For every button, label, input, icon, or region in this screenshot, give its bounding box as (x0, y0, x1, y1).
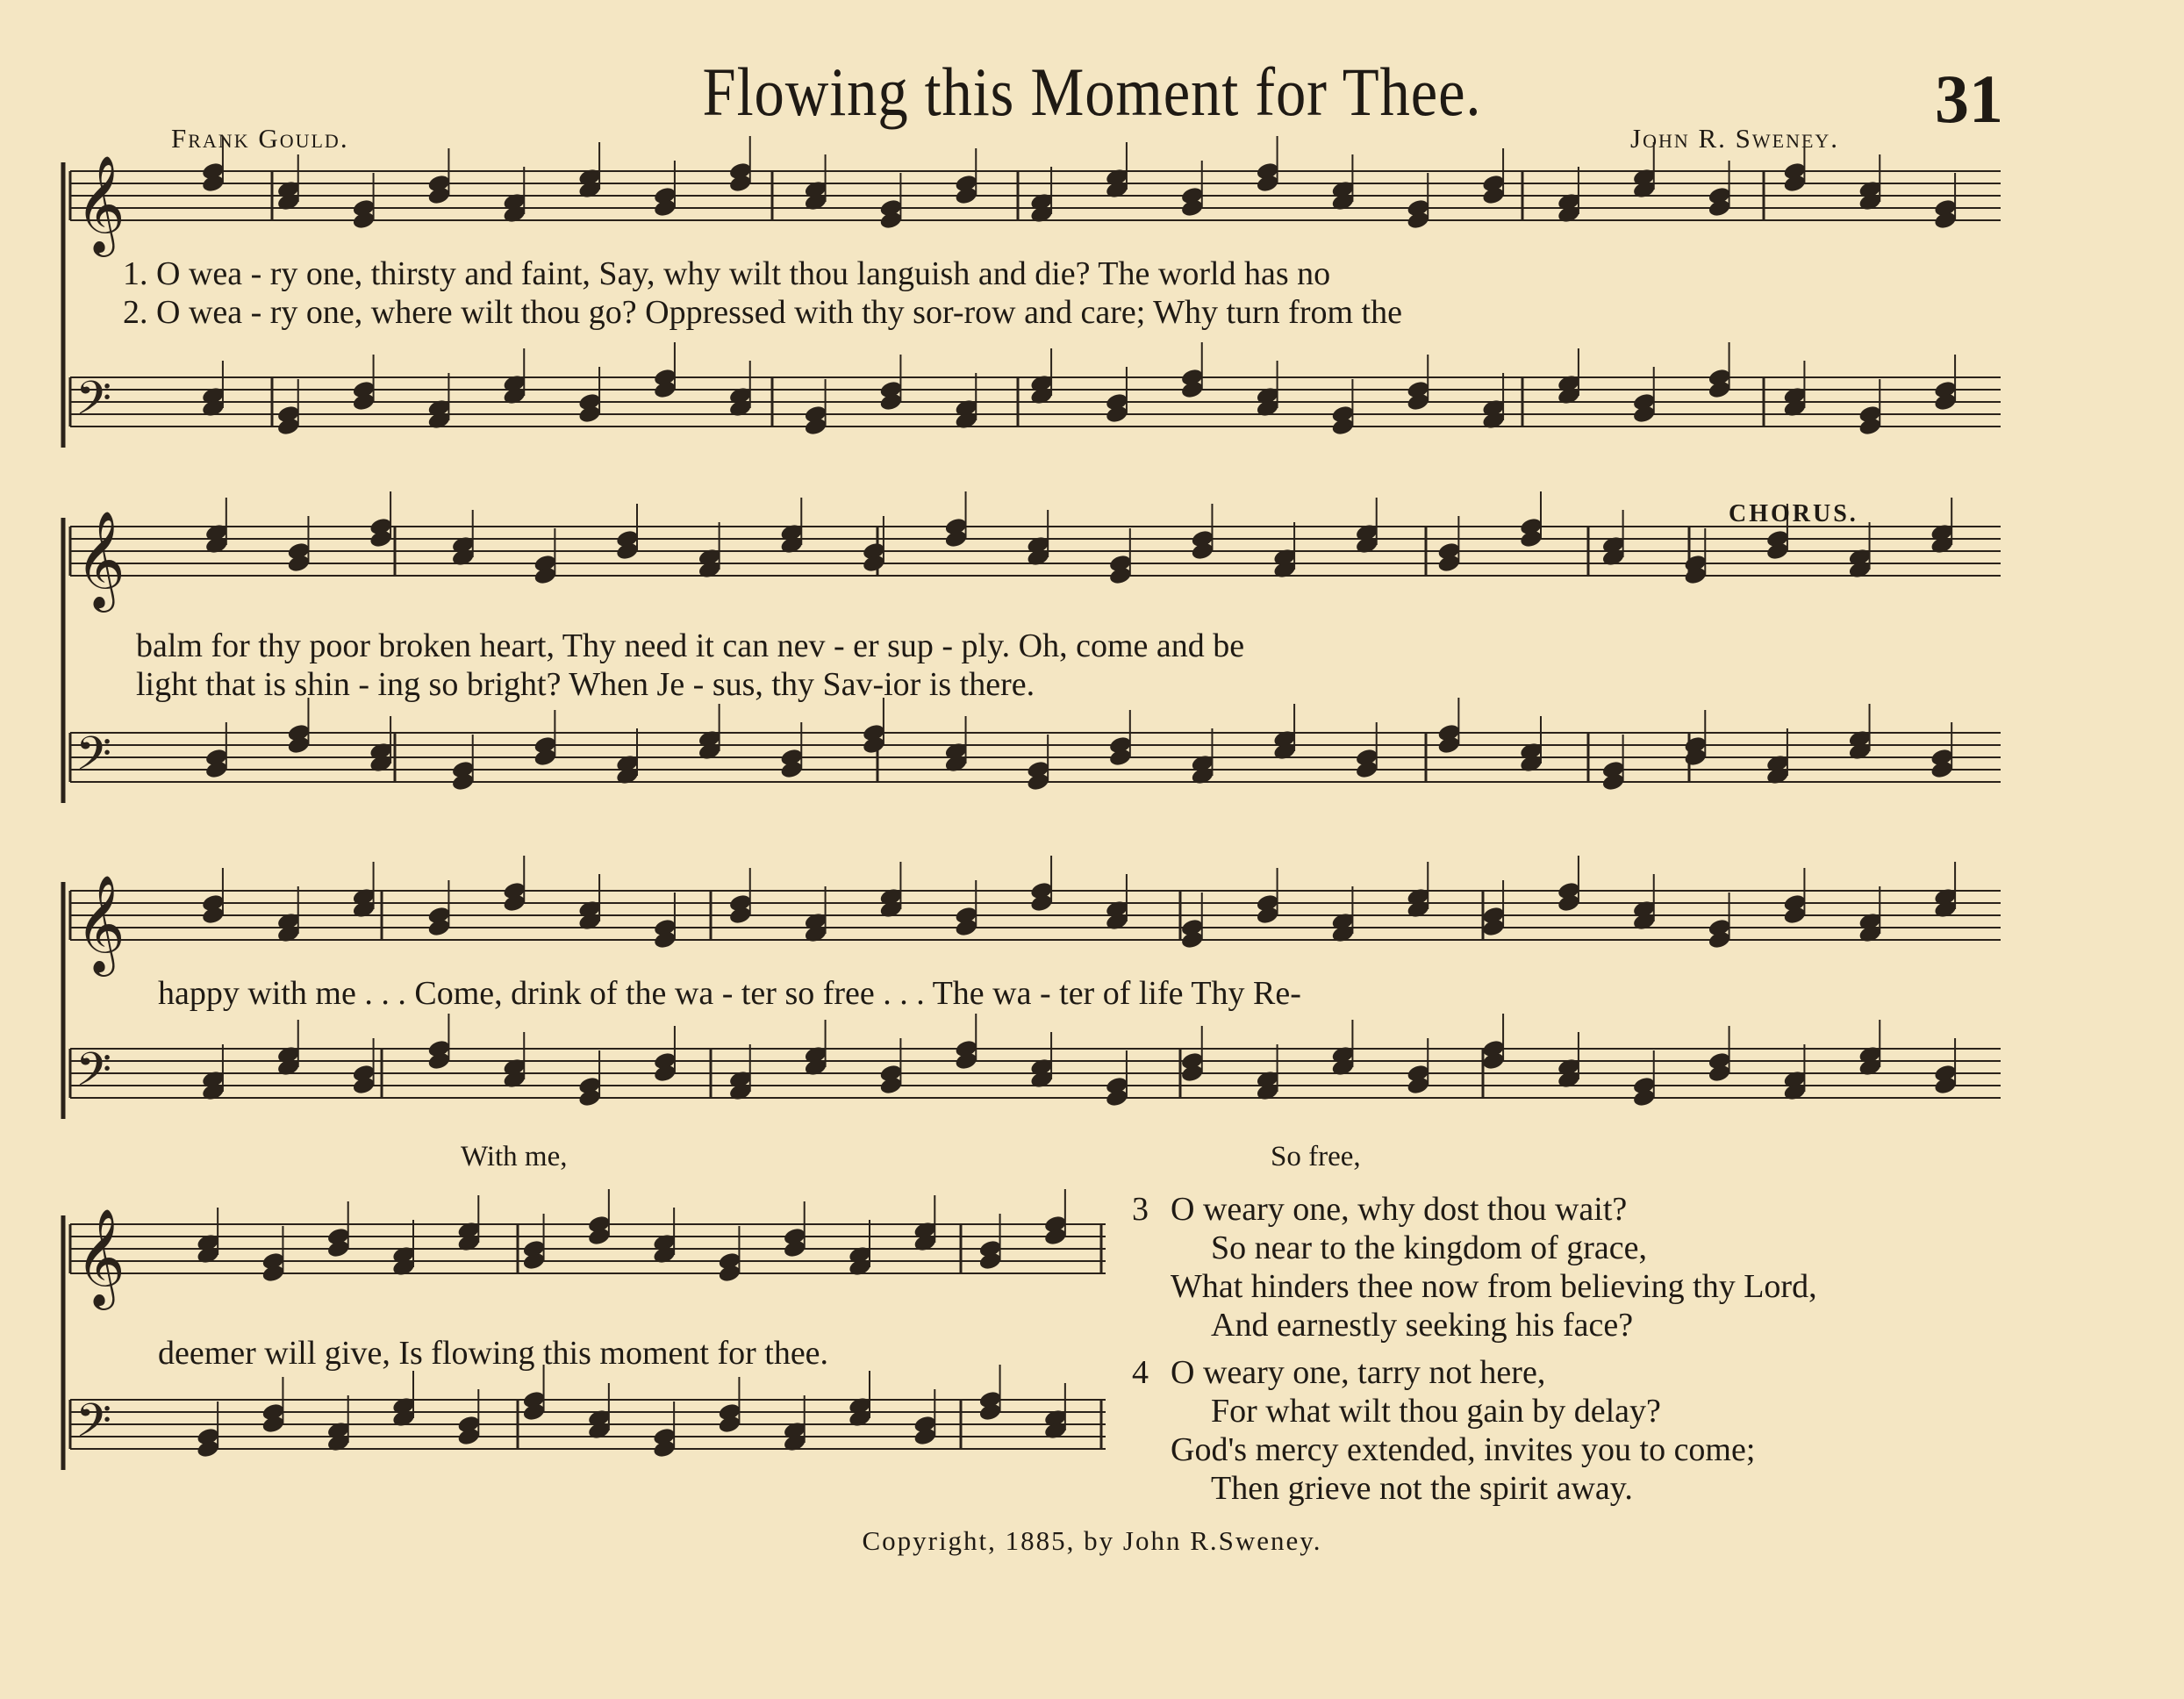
verse-3 (1132, 1190, 1817, 1344)
verse-line: O weary one, why dost thou wait? (1171, 1191, 1628, 1228)
verse-line: For what wilt thou gain by delay? (1211, 1393, 1661, 1430)
verse-line: What hinders thee now from believing thy Lord, (1171, 1268, 1817, 1305)
bass-clef-icon: 𝄢 (75, 372, 112, 437)
lyric-line: deemer will give, Is flowing this moment for thee. (158, 1335, 829, 1372)
chorus-label: CHORUS. (1729, 500, 1858, 527)
lyric-line: 2. O wea - ry one, where wilt thou go? Oppressed with thy sor-row and care; Why turn from the (123, 294, 1402, 331)
verse-line: And earnestly seeking his face? (1211, 1307, 1634, 1344)
bass-clef-icon: 𝄢 (75, 1043, 112, 1108)
lyric-line: 1. O wea - ry one, thirsty and faint, Say, why wilt thou languish and die? The world has no (123, 255, 1331, 292)
under-label: With me, (461, 1141, 568, 1172)
copyright-notice: Copyright, 1885, by John R.Sweney. (862, 1525, 1322, 1556)
verse-4 (1132, 1353, 1755, 1508)
treble-clef-icon: 𝄞 (75, 874, 125, 972)
treble-clef-icon: 𝄞 (75, 154, 125, 253)
lyric-line: balm for thy poor broken heart, Thy need it can nev - er sup - ply. Oh, come and be (136, 627, 1245, 664)
bass-clef-icon: 𝄢 (75, 1394, 112, 1459)
verse-line: Then grieve not the spirit away. (1211, 1470, 1633, 1507)
verse-number: 4 (1132, 1354, 1149, 1391)
verse-line: O weary one, tarry not here, (1171, 1354, 1546, 1391)
verse-number: 3 (1132, 1191, 1149, 1228)
page-number: 31 (1935, 61, 2003, 137)
treble-clef-icon: 𝄞 (75, 510, 125, 608)
bass-clef-icon: 𝄢 (75, 728, 112, 792)
lyric-line: light that is shin - ing so bright? When Je - sus, thy Sav-ior is there. (136, 666, 1035, 703)
under-label: So free, (1271, 1141, 1361, 1172)
lyric-line: happy with me . . . Come, drink of the wa - ter so free . . . The wa - ter of life Thy Re- (158, 975, 1301, 1012)
hymn-title: Flowing this Moment for Thee. (702, 54, 1482, 130)
lyricist-credit: Frank Gould. (171, 123, 349, 154)
verse-line: God's mercy extended, invites you to come; (1171, 1431, 1756, 1468)
verse-line: So near to the kingdom of grace, (1211, 1229, 1648, 1266)
treble-clef-icon: 𝄞 (75, 1208, 125, 1306)
composer-credit: John R. Sweney. (1630, 123, 1840, 154)
